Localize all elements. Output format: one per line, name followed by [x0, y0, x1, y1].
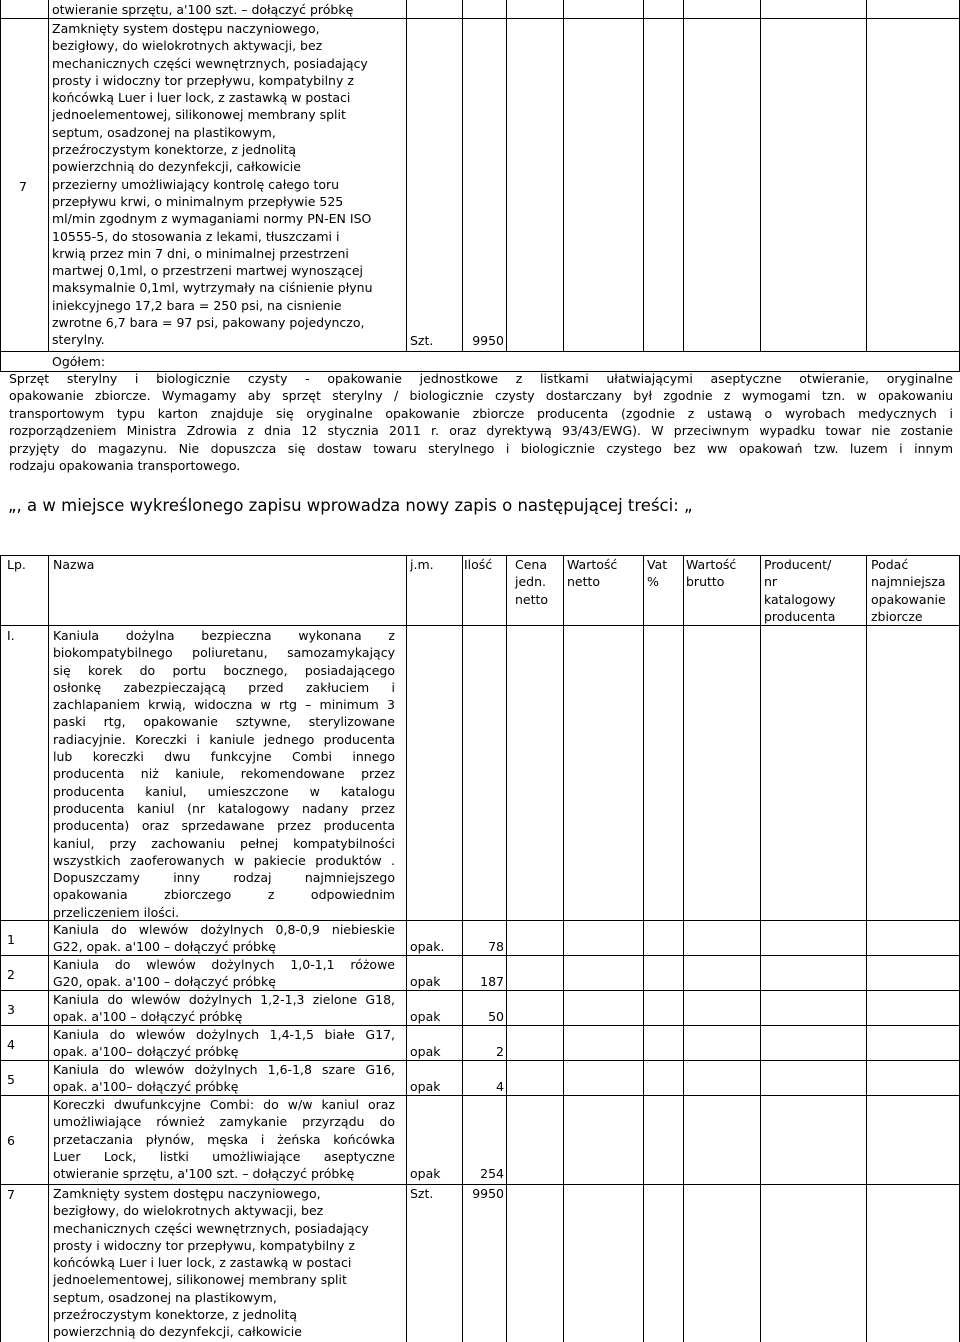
row-number: 3 [7, 1001, 15, 1017]
header-line: Producent/ [764, 557, 832, 572]
row-name-line: powierzchnią do dezynfekcji, całkowicie [53, 1324, 302, 1340]
description-line: prosty i widoczny tor przepływu, kompatybilny z [52, 72, 354, 88]
header-name: Nazwa [53, 557, 95, 572]
top-row-description [52, 20, 404, 349]
row-quantity: 254 [480, 1166, 504, 1182]
row-unit: opak [410, 1044, 441, 1060]
row-quantity: 9950 [472, 1186, 504, 1201]
row-unit: opak. [410, 939, 445, 955]
row-name-line: opak. a'100 – dołączyć próbkę [53, 1009, 243, 1025]
header-net-value [567, 556, 617, 591]
row-number: 1 [7, 931, 15, 947]
row-name-line: umożliwiające również zamykanie przyrządu do [53, 1114, 395, 1130]
section-intro-line: producenta kaniul, umieszczone w katalogu [53, 783, 395, 799]
header-unit: j.m. [410, 557, 434, 572]
section-intro-line: się korek do portu bocznego, posiadającego [53, 662, 395, 678]
row-number: 4 [7, 1036, 15, 1052]
description-line: bezigłowy, do wielokrotnych aktywacji, bez [52, 38, 323, 54]
row-name [53, 921, 395, 956]
header-line: najmniejsza [871, 574, 946, 590]
row-name-line: G20, opak. a'100 – dołączyć próbkę [53, 974, 276, 990]
header-line: zbiorcze [871, 608, 923, 624]
row-quantity: 4 [496, 1079, 504, 1095]
row-quantity: 2 [496, 1044, 504, 1060]
header-line: netto [567, 574, 601, 590]
description-line: septum, osadzonej na plastikowym, [52, 124, 276, 140]
header-line: % [647, 574, 659, 590]
description-line: maksymalnie 0,1ml, wytrzymały na ciśnienie płynu [52, 280, 373, 296]
section-intro-line: lub koreczki dwu funkcyjne Combi innego [53, 749, 395, 765]
row-quantity: 187 [480, 974, 504, 990]
description-line: końcówką Luer i luer lock, z zastawką w postaci [52, 90, 351, 106]
description-line: 10555-5, do stosowania z lekami, tłuszczami i [52, 228, 340, 244]
section-intro-line: producenta) oraz sprzedawane przez producenta [53, 818, 395, 834]
paragraph-line: transportowym typu karton znajduje się oryginalne opakowanie zbiorcze producenta (zgodnie z ustawą o wyrobach medycznych i [9, 405, 953, 421]
row-unit: opak [410, 1079, 441, 1095]
row-name-line: Luer Lock, listki umożliwiające aseptyczne [53, 1148, 395, 1164]
header-lp: Lp. [7, 557, 26, 572]
row-name-line: przetaczania płynów, męska i żeńska końcówka [53, 1131, 395, 1147]
row-name-line: Kaniula do wlewów dożylnych 0,8-0,9 niebieskie [53, 922, 395, 937]
section-intro-line: zachlapaniem krwią, widoczna w rtg – minimum 3 [53, 697, 395, 713]
row-name [53, 1096, 395, 1182]
description-line: powierzchnią do dezynfekcji, całkowicie [52, 159, 301, 175]
row-number: 7 [7, 1187, 15, 1202]
description-line: przezierny umożliwiający kontrolę całego toru [52, 176, 340, 192]
amendment-text: „, a w miejsce wykreślonego zapisu wprowadza nowy zapis o następującej treści: „ [8, 496, 693, 515]
header-line: netto [515, 591, 549, 607]
section-intro [53, 627, 395, 921]
header-line: Cena [515, 557, 548, 572]
header-line: opakowanie [871, 591, 946, 607]
header-quantity: Ilość [464, 557, 493, 572]
top-row-continuation: otwieranie sprzętu, a'100 szt. – dołączyć próbkę [52, 2, 354, 17]
section-number: I. [7, 628, 15, 643]
row-unit: opak [410, 974, 441, 990]
header-vat [647, 556, 667, 591]
header-line: katalogowy [764, 591, 836, 607]
paragraph-line: opakowanie zbiorcze. Wymagamy aby sprzęt sterylny / biologicznie czysty dostarczany był zgodnie z wymogami tzn. w opakowaniu [9, 388, 953, 404]
section-intro-line: biokompatybilnego poliuretanu, samozamykający [53, 645, 395, 661]
description-line: martwej 0,1ml, o przestrzeni martwej wynoszącej [52, 263, 364, 279]
top-row-quantity: 9950 [472, 333, 504, 348]
description-line: przeźroczystym konektorze, z jednolitą [52, 142, 297, 158]
header-line: brutto [686, 574, 725, 590]
description-line: krwią przez min 7 dni, o minimalnej przestrzeni [52, 245, 349, 261]
row-unit: opak [410, 1166, 441, 1182]
description-line: mechanicznych części wewnętrznych, posiadający [52, 55, 368, 71]
row-name-line: otwieranie sprzętu, a'100 szt. – dołączyć próbkę [53, 1166, 355, 1182]
header-line: Podać [871, 557, 909, 572]
paragraph-line: rozporządzeniem Ministra Zdrowia z dnia 12 stycznia 2011 r. oraz dyrektywą 93/43/EWG). W przeciwnym wypadku towar nie zostanie [9, 423, 953, 439]
description-line: iniekcyjnego 17,2 bara = 250 psi, na cisnienie [52, 297, 342, 313]
row-number: 5 [7, 1071, 15, 1087]
header-line: Wartość [686, 557, 737, 572]
row-name-line: Zamknięty system dostępu naczyniowego, [53, 1186, 321, 1201]
row-name-line: bezigłowy, do wielokrotnych aktywacji, bez [53, 1203, 324, 1219]
row-name-line: Kaniula do wlewów dożylnych 1,6-1,8 szare G16, [53, 1062, 395, 1077]
description-line: Zamknięty system dostępu naczyniowego, [52, 21, 320, 36]
row-number: 2 [7, 966, 15, 982]
header-line: nr [764, 574, 778, 590]
description-line: sterylny. [52, 332, 105, 348]
requirements-paragraph [9, 370, 953, 474]
row-number: 6 [7, 1132, 15, 1148]
row-name-line: Kaniula do wlewów dożylnych 1,0-1,1 różowe [53, 957, 395, 972]
section-intro-line: Dopuszczamy inny rodzaj najmniejszego [53, 870, 395, 886]
row-name-line: opak. a'100– dołączyć próbkę [53, 1079, 239, 1095]
row-name [53, 991, 395, 1026]
row-name-line: G22, opak. a'100 – dołączyć próbkę [53, 939, 276, 955]
section-intro-line: producenta niż kaniule, rekomendowane przez [53, 766, 395, 782]
section-intro-line: Kaniula dożylna bezpieczna wykonana z [53, 628, 395, 643]
top-row-unit: Szt. [410, 333, 434, 348]
paragraph-line: rodzaju opakowania transportowego. [9, 458, 241, 474]
paragraph-line: Sprzęt sterylny i biologicznie czysty - opakowanie jednostkowe z listkami ułatwiającymi aseptyczne otwieranie, oryginalne [9, 371, 953, 386]
row-name [53, 1026, 395, 1061]
row-quantity: 78 [488, 939, 504, 955]
description-line: jednoelementowej, silikonowej membrany split [52, 107, 346, 123]
header-line: jedn. [515, 574, 546, 590]
row-name [53, 956, 395, 991]
section-intro-line: radiacyjnie. Koreczki i kaniule jednego producenta [53, 731, 395, 747]
top-row-number: 7 [19, 179, 27, 194]
description-line: zwrotne 6,7 bara = 97 psi, pakowany pojedynczo, [52, 315, 365, 331]
header-package [871, 556, 946, 625]
total-label: Ogółem: [52, 354, 106, 369]
header-line: producenta [764, 608, 836, 624]
header-unit-price [515, 556, 548, 608]
row-name-line: Kaniula do wlewów dożylnych 1,4-1,5 białe G17, [53, 1027, 395, 1042]
section-intro-line: paski rtg, opakowanie sztywne, sterylizowane [53, 714, 395, 730]
header-line: Vat [647, 557, 668, 572]
row-name [53, 1185, 395, 1341]
row-unit: Szt. [410, 1186, 434, 1201]
row-quantity: 50 [488, 1009, 504, 1025]
row-name-line: Kaniula do wlewów dożylnych 1,2-1,3 zielone G18, [53, 992, 395, 1007]
section-intro-line: opakowania zbiorczego z odpowiednim [53, 887, 395, 903]
row-name-line: septum, osadzonej na plastikowym, [53, 1289, 277, 1305]
row-name-line: opak. a'100– dołączyć próbkę [53, 1044, 239, 1060]
section-intro-line: wszystkich zaoferowanych w pakiecie produktów . [53, 852, 395, 868]
row-unit: opak [410, 1009, 441, 1025]
row-name-line: mechanicznych części wewnętrznych, posiadający [53, 1220, 369, 1236]
row-name-line: prosty i widoczny tor przepływu, kompatybilny z [53, 1237, 355, 1253]
row-name-line: przeźroczystym konektorze, z jednolitą [53, 1307, 298, 1323]
section-intro-line: przeliczeniem ilości. [53, 904, 180, 920]
header-line: Wartość [567, 557, 618, 572]
description-line: ml/min zgodnym z wymaganiami normy PN-EN ISO [52, 211, 372, 227]
section-intro-line: osłonkę zabezpieczającą przed zakłuciem i [53, 679, 395, 695]
row-name-line: jednoelementowej, silikonowej membrany split [53, 1272, 347, 1288]
header-gross-value [686, 556, 736, 591]
row-name [53, 1061, 395, 1096]
description-line: przepływu krwi, o minimalnym przepływie 525 [52, 193, 344, 209]
section-intro-line: kaniul, przy zachowaniu pełnej kompatybilności [53, 835, 395, 851]
header-producer [764, 556, 836, 625]
paragraph-line: przyjęty do magazynu. Nie dopuszcza się dostaw towaru sterylnego i biologicznie czystego bez ww opakowań tzw. luzem i innym [9, 440, 953, 456]
row-name-line: Koreczki dwufunkcyjne Combi: do w/w kaniul oraz [53, 1097, 395, 1112]
section-intro-line: producenta kaniul (nr katalogowy nadany przez [53, 800, 395, 816]
row-name-line: końcówką Luer i luer lock, z zastawką w postaci [53, 1255, 352, 1271]
